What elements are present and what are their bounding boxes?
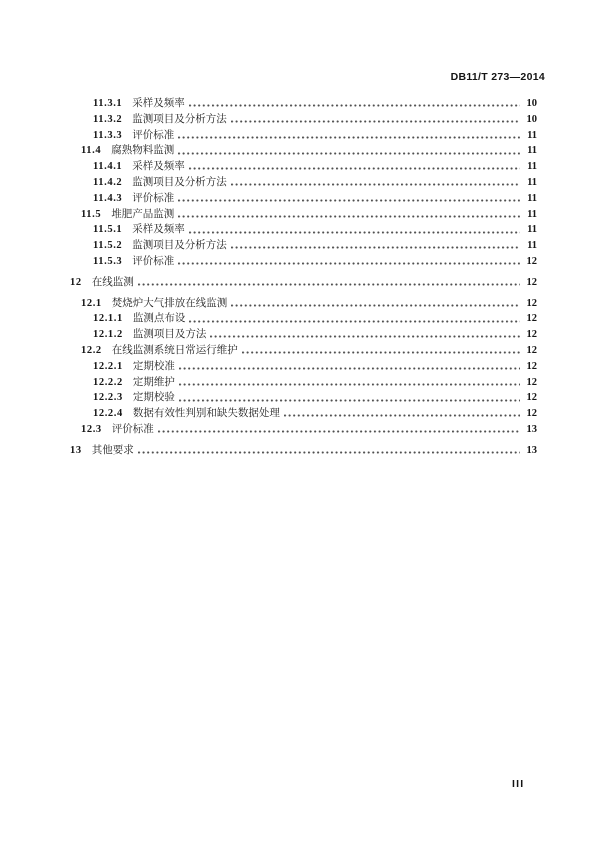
toc-entry-number: 12.2.1 (93, 360, 123, 372)
toc-leader-dots (178, 152, 520, 157)
toc-entry-title: 监测点布设 (132, 313, 186, 325)
toc-entry-page: 11 (527, 176, 537, 188)
toc-entry-number: 12.1.1 (93, 313, 123, 325)
toc-entry-page: 12 (526, 313, 537, 325)
toc-entry-number: 11.4.1 (93, 161, 123, 173)
toc-leader-dots (189, 167, 520, 172)
toc-leader-dots (189, 231, 520, 236)
toc-leader-dots (231, 120, 520, 125)
toc-entry (0, 390, 537, 406)
toc-entry (0, 443, 537, 459)
toc-leader-dots (138, 283, 520, 288)
toc-entry-page: 11 (527, 224, 537, 236)
toc-leader-dots (189, 320, 520, 325)
toc-entry-title: 评价标准 (132, 255, 175, 267)
toc-entry (0, 296, 537, 312)
toc-entry (0, 191, 537, 207)
toc-leader-dots (179, 399, 520, 404)
toc-entry-title: 评价标准 (111, 423, 154, 435)
toc-entry-page: 13 (526, 423, 537, 435)
toc-entry-title: 其他要求 (91, 444, 134, 456)
toc-entry (0, 222, 537, 238)
toc-entry (0, 375, 537, 391)
toc-entry (0, 254, 537, 270)
toc-entry-page: 12 (526, 344, 537, 356)
toc-entry (0, 343, 537, 359)
toc-entry-page: 11 (527, 208, 537, 220)
toc-leader-dots (231, 304, 520, 309)
toc-entry-title: 定期校准 (132, 360, 175, 372)
standard-number: DB11/T 273—2014 (450, 71, 545, 83)
toc-leader-dots (178, 136, 520, 141)
toc-entry-title: 评价标准 (132, 192, 175, 204)
toc-entry-number: 12.2.2 (93, 376, 123, 388)
toc-entry-number: 11.5 (81, 208, 102, 220)
toc-entry-number: 11.4.2 (93, 176, 123, 188)
toc-entry-page: 12 (526, 329, 537, 341)
toc-entry-title: 焚烧炉大气排放在线监测 (111, 297, 228, 309)
toc-entry-number: 12 (70, 276, 82, 288)
toc-entry-title: 监测项目及分析方法 (132, 113, 227, 125)
toc-entry (0, 143, 537, 159)
toc-entry-page: 12 (526, 376, 537, 388)
toc-leader-dots (138, 451, 520, 456)
toc-entry-number: 11.3.2 (93, 113, 123, 125)
toc-entry-page: 10 (526, 98, 537, 109)
toc-entry-number: 12.3 (81, 423, 102, 435)
toc-entry (0, 359, 537, 375)
toc-leader-dots (242, 351, 520, 356)
toc-entry (0, 275, 537, 291)
toc-leader-dots (179, 383, 520, 388)
toc-leader-dots (178, 262, 520, 267)
toc-entry-title: 在线监测系统日常运行维护 (111, 344, 238, 356)
toc-entry-title: 定期维护 (132, 376, 175, 388)
toc-entry (0, 238, 537, 254)
toc-entry-page: 12 (526, 360, 537, 372)
toc-entry-title: 采样及频率 (132, 161, 185, 173)
toc-entry (0, 159, 537, 175)
toc-entry-number: 11.3.3 (93, 129, 123, 141)
toc-entry-title: 腐熟物料监测 (111, 145, 175, 157)
toc-entry (0, 406, 537, 422)
toc-entry-number: 11.5.2 (93, 240, 123, 252)
toc-entry-title: 定期校验 (132, 392, 175, 404)
toc-entry-number: 12.2 (81, 344, 102, 356)
toc-entry-title: 数据有效性判别和缺失数据处理 (132, 408, 280, 420)
toc-entry-number: 11.4 (81, 145, 102, 157)
toc-entry-title: 监测项目及分析方法 (132, 240, 227, 252)
toc-list (0, 96, 537, 464)
toc-entry (0, 422, 537, 438)
toc-entry-page: 11 (527, 129, 537, 141)
toc-entry-number: 11.5.1 (93, 224, 123, 236)
toc-entry-title: 采样及频率 (132, 98, 185, 109)
toc-entry-page: 12 (526, 276, 537, 288)
toc-entry-page: 12 (526, 392, 537, 404)
toc-entry-number: 11.4.3 (93, 192, 123, 204)
toc-leader-dots (210, 335, 520, 340)
toc-entry (0, 175, 537, 191)
toc-entry (0, 327, 537, 343)
toc-entry-page: 13 (526, 444, 537, 456)
toc-entry-page: 11 (527, 192, 537, 204)
toc-entry-title: 监测项目及方法 (132, 329, 207, 341)
toc-entry-title: 在线监测 (91, 276, 134, 288)
toc-leader-dots (284, 414, 520, 419)
toc-leader-dots (178, 199, 520, 204)
toc-entry-page: 11 (527, 240, 537, 252)
toc-entry-number: 12.2.3 (93, 392, 123, 404)
toc-entry-number: 12.2.4 (93, 408, 123, 420)
toc-entry (0, 207, 537, 223)
toc-entry (0, 311, 537, 327)
toc-entry-page: 11 (527, 145, 537, 157)
toc-entry (0, 96, 537, 112)
toc-leader-dots (189, 104, 520, 109)
toc-entry-number: 12.1 (81, 297, 102, 309)
toc-entry-page: 11 (527, 161, 537, 173)
toc-entry-page: 12 (526, 297, 537, 309)
toc-entry-title: 采样及频率 (132, 224, 185, 236)
toc-leader-dots (178, 215, 520, 220)
toc-entry-number: 13 (70, 444, 82, 456)
toc-leader-dots (158, 430, 520, 435)
toc-entry (0, 128, 537, 144)
toc-entry (0, 112, 537, 128)
toc-entry-number: 11.5.3 (93, 255, 123, 267)
page-number: III (512, 778, 525, 790)
toc-entry-title: 评价标准 (132, 129, 175, 141)
page-header (451, 71, 545, 83)
toc-entry-page: 10 (526, 113, 537, 125)
toc-entry-page: 12 (526, 255, 537, 267)
toc-entry-number: 12.1.2 (93, 329, 123, 341)
toc-entry-title: 堆肥产品监测 (111, 208, 175, 220)
toc-leader-dots (231, 246, 520, 251)
toc-entry-number: 11.3.1 (93, 98, 123, 109)
toc-leader-dots (231, 183, 520, 188)
toc-leader-dots (179, 367, 520, 372)
toc-entry-page: 12 (526, 408, 537, 420)
toc-entry-title: 监测项目及分析方法 (132, 176, 227, 188)
page-footer (0, 778, 600, 792)
